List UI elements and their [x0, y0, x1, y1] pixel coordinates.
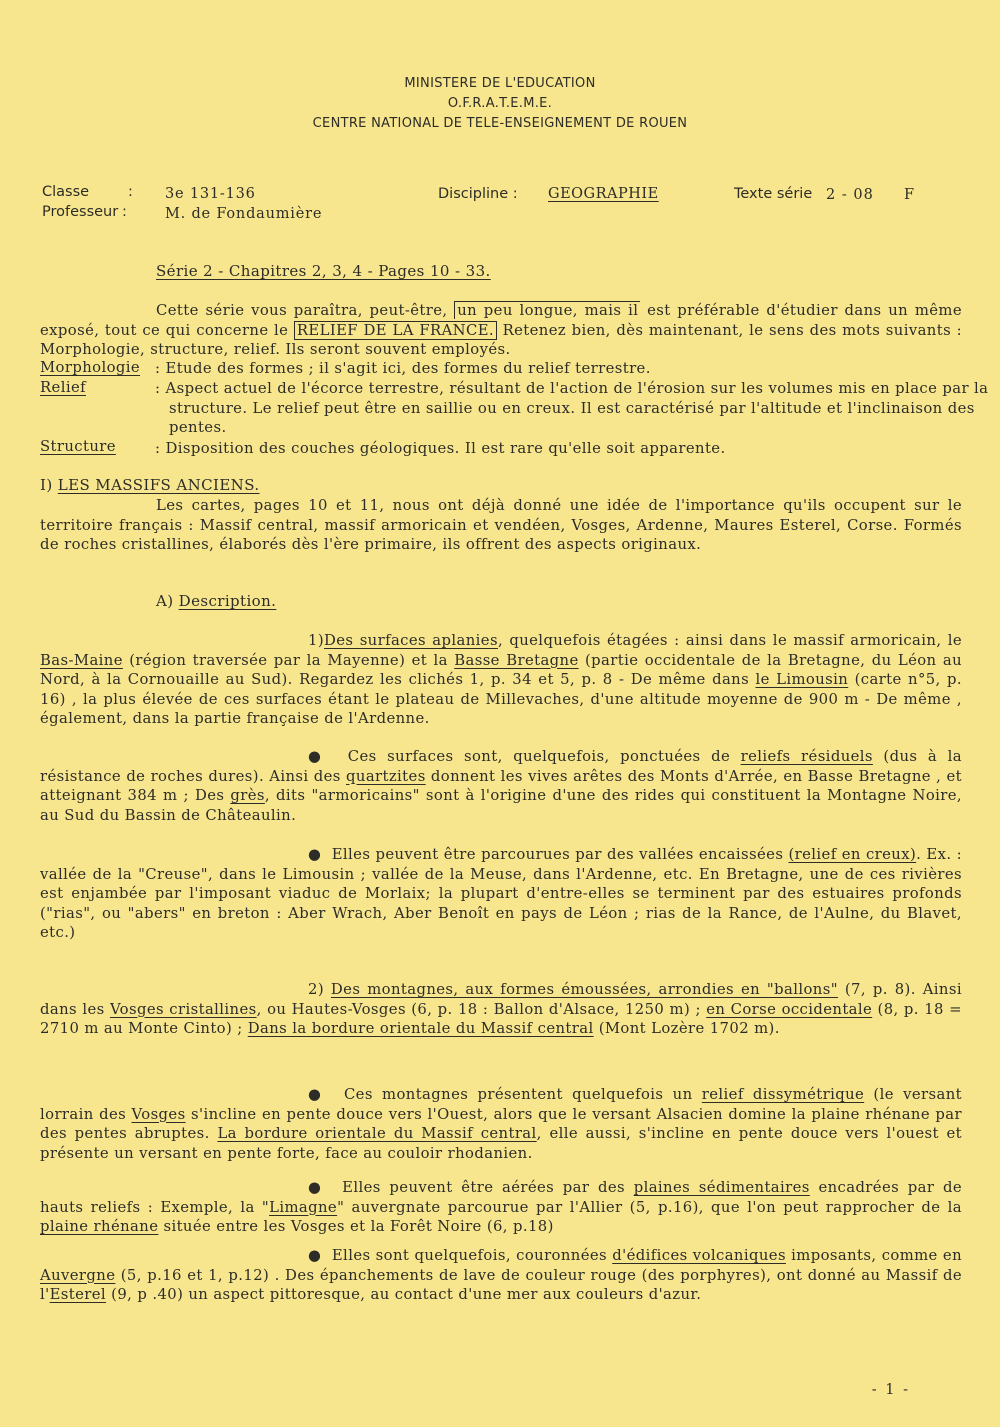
document-header: [0, 74, 1000, 134]
bullet-5-text-2: imposants, comme en: [785, 1247, 963, 1264]
underline-relief-dissymetrique: relief dissymétrique: [701, 1086, 865, 1103]
professeur-label: Professeur: [42, 204, 119, 220]
bullet-4-text-3: " auvergnate parcourue par l'Allier (5, p.16), que l'on peut rapprocher de la: [337, 1198, 962, 1216]
underline-limagne: Limagne: [269, 1198, 338, 1216]
underline-esterel: Esterel: [49, 1286, 107, 1303]
bullet-3-text-3: s'incline en pente douce vers l'Ouest, alors que le versant Alsacien domine la plaine rhénane par des pentes abruptes.: [40, 1105, 962, 1142]
point-1-paragraph: [40, 631, 962, 729]
intro-text-boxed-top: un peu longue, mais il: [454, 301, 640, 319]
point-2-text-1: (7, p. 8). Ainsi dans les: [40, 981, 962, 1018]
bullet-1-text-4: , dits "armoricains" sont à l'origine d'une des rides qui constituent la Montagne Noire, au Sud du Bassin de Châteaulin.: [40, 787, 962, 824]
subsection-a-heading: [156, 592, 276, 610]
intro-text-3: Retenez bien, dès maintenant, le sens des mots suivants : Morphologie, structure, relief. Ils seront souvent employés.: [40, 321, 962, 358]
intro-text-2: est préférable d'étudier dans un même exposé, tout ce qui concerne le: [40, 302, 962, 339]
bullet-2-paragraph: [40, 845, 962, 943]
bullet-4-text-4: située entre les Vosges et la Forêt Noire (6, p.18): [158, 1218, 554, 1235]
definition-term-relief: Relief: [40, 379, 86, 396]
bullet-icon: ●: [308, 1179, 325, 1196]
bullet-5-paragraph: [40, 1246, 962, 1305]
underline-corse-occidentale: en Corse occidentale: [706, 1000, 873, 1018]
section-1-title: LES MASSIFS ANCIENS.: [57, 476, 260, 494]
discipline-label: Discipline :: [438, 186, 518, 202]
underline-vosges-cristallines: Vosges cristallines: [109, 1000, 257, 1018]
bullet-2-text-1: Elles peuvent être parcourues par des vallées encaissées: [331, 846, 789, 863]
definition-text-structure: : Disposition des couches géologiques. Il est rare qu'elle soit apparente.: [155, 440, 726, 457]
underline-bordure-orientale: Dans la bordure orientale du Massif central: [247, 1020, 594, 1037]
point-1-text-2: (région traversée par la Mayenne) et la: [122, 651, 455, 669]
intro-text-1: Cette série vous paraîtra, peut-être,: [156, 302, 448, 319]
underline-basse-bretagne: Basse Bretagne: [454, 651, 579, 669]
point-2-number: 2): [308, 981, 324, 998]
bullet-icon: ●: [308, 1086, 326, 1103]
texte-serie-label: Texte série: [734, 186, 813, 202]
point-1-number: 1): [308, 632, 324, 649]
underline-vosges: Vosges: [131, 1105, 186, 1123]
point-2-text-2: , ou Hautes-Vosges (6, p. 18 : Ballon d'Alsace, 1250 m) ;: [256, 1000, 707, 1018]
bullet-5-text-1: Elles sont quelquefois, couronnées: [331, 1247, 613, 1264]
bullet-1-text-1: Ces surfaces sont, quelquefois, ponctuées de: [347, 748, 741, 765]
bullet-1-paragraph: [40, 747, 962, 825]
texte-serie-value: 2 - 08: [826, 187, 874, 203]
underline-plaine-rhenane: plaine rhénane: [40, 1218, 159, 1235]
professeur-value: M. de Fondaumière: [165, 206, 323, 222]
underline-relief-en-creux: (relief en creux): [788, 846, 917, 863]
underline-gres: grès: [230, 787, 265, 804]
underline-reliefs-residuels: reliefs résiduels: [740, 748, 873, 765]
definition-text-morphologie: : Etude des formes ; il s'agit ici, des formes du relief terrestre.: [155, 360, 651, 377]
texte-serie-suffix: F: [904, 187, 915, 203]
bullet-5-text-3: (5, p.16 et 1, p.12) . Des épanchements de lave de couleur rouge (des porphyres), ont donné au Massif de l': [40, 1266, 962, 1303]
bullet-2-text-2: . Ex. : vallée de la "Creuse", dans le Limousin ; vallée de la Meuse, dans l'Ardenne, etc. En Bretagne, une de ces rivières est enjambée par l'imposant viaduc de Morlaix; la plupart d'entre-elles se terminent par des estuaires profonds ("rias", ou "abers" en breton : Aber Wrach, Aber Benoît en pays de Léon ; rias de la Rance, de l'Aulne, du Blavet, etc.): [40, 846, 963, 941]
bullet-3-paragraph: [40, 1085, 962, 1163]
underline-bordure-orientale-2: La bordure orientale du Massif central: [217, 1125, 537, 1142]
page-number: - 1 -: [871, 1382, 910, 1398]
underline-limousin: le Limousin: [755, 671, 849, 688]
point-1-text-4: (carte n°5, p. 16) , la plus élevée de ces surfaces étant le plateau de Millevaches, d'une altitude moyenne de 900 m - De même , également, dans la partie française de l'Ardenne.: [40, 671, 962, 727]
definition-term-morphologie: Morphologie: [40, 359, 141, 376]
point-1-text-3: (partie occidentale de la Bretagne, du Léon au Nord, à la Cornouaille au Sud). Regardez les clichés 1, p. 34 et 5, p. 8 - De même dans: [40, 651, 962, 688]
professeur-sep: :: [122, 204, 127, 220]
intro-paragraph: [40, 301, 962, 360]
subsection-a-number: A): [156, 592, 174, 610]
definition-term-structure: Structure: [40, 438, 116, 455]
underline-edifices-volcaniques: d'édifices volcaniques: [612, 1247, 786, 1264]
section-1-heading: [40, 476, 260, 494]
bullet-3-text-4: , elle aussi, s'incline en pente douce vers l'ouest et présente un versant en pente forte, face au couloir rhodanien.: [40, 1125, 962, 1162]
bullet-1-text-3: donnent les vives arêtes des Monts d'Arrée, en Basse Bretagne , et atteignant 384 m ; Des: [40, 767, 962, 804]
section-1-number: I): [40, 476, 53, 494]
bullet-3-text-2: (le versant lorrain des: [40, 1086, 963, 1123]
bullet-4-paragraph: [40, 1178, 962, 1237]
definition-text-relief: : Aspect actuel de l'écorce terrestre, résultant de l'action de l'érosion sur les volumes mis en place par la structure. Le relief peut être en saillie ou en creux. Il est caractérisé par l'altitude et l'inclinaison des pentes.: [155, 380, 989, 436]
underline-plaines-sedimentaires: plaines sédimentaires: [633, 1179, 810, 1196]
bullet-4-text-2: encadrées par de hauts reliefs : Exemple, la ": [40, 1179, 962, 1216]
relief-de-la-france-boxed: RELIEF DE LA FRANCE.: [294, 321, 497, 340]
underline-quartzites: quartzites: [346, 767, 426, 785]
header-ofrateme: O.F.R.A.T.E.M.E.: [447, 96, 553, 111]
point-1-text-1: , quelquefois étagées : ainsi dans le massif armoricain, le: [497, 632, 962, 649]
bullet-5-text-4: (9, p .40) un aspect pittoresque, au contact d'une mer aux couleurs d'azur.: [106, 1286, 702, 1303]
classe-label: Classe: [42, 184, 90, 200]
header-centre: CENTRE NATIONAL DE TELE-ENSEIGNEMENT DE ROUEN: [312, 116, 688, 131]
bullet-icon: ●: [308, 846, 322, 863]
classe-value: 3e 131-136: [165, 186, 256, 202]
serie-title: Série 2 - Chapitres 2, 3, 4 - Pages 10 - 33.: [156, 262, 491, 280]
bullet-1-text-2: (dus à la résistance de roches dures). Ainsi des: [40, 748, 962, 785]
subsection-a-title: Description.: [178, 592, 277, 610]
bullet-icon: ●: [308, 748, 327, 765]
underline-montagnes-ballons: Des montagnes, aux formes émoussées, arrondies en "ballons": [330, 981, 838, 998]
point-2-paragraph: [40, 980, 962, 1039]
header-ministry: MINISTERE DE L'EDUCATION: [404, 76, 596, 91]
discipline-value: GEOGRAPHIE: [548, 186, 659, 202]
classe-sep: :: [128, 184, 133, 200]
section-1-paragraph: Les cartes, pages 10 et 11, nous ont déjà donné une idée de l'importance qu'ils occupent sur le territoire français : Massif central, massif armoricain et vendéen, Vosges, Ardenne, Maures Esterel, Corse. Formés de roches cristallines, élaborés dès l'ère primaire, ils offrent des aspects originaux.: [40, 497, 962, 553]
bullet-icon: ●: [308, 1247, 322, 1264]
bullet-4-text-1: Elles peuvent être aérées par des: [342, 1179, 634, 1196]
underline-surfaces-aplanies: Des surfaces aplanies: [324, 632, 498, 649]
bullet-3-text-1: Ces montagnes présentent quelquefois un: [343, 1086, 702, 1103]
point-2-text-4: (Mont Lozère 1702 m).: [593, 1020, 780, 1037]
point-2-text-3: (8, p. 18 = 2710 m au Monte Cinto) ;: [40, 1000, 962, 1037]
underline-bas-maine: Bas-Maine: [40, 651, 123, 669]
underline-auvergne: Auvergne: [40, 1266, 116, 1284]
